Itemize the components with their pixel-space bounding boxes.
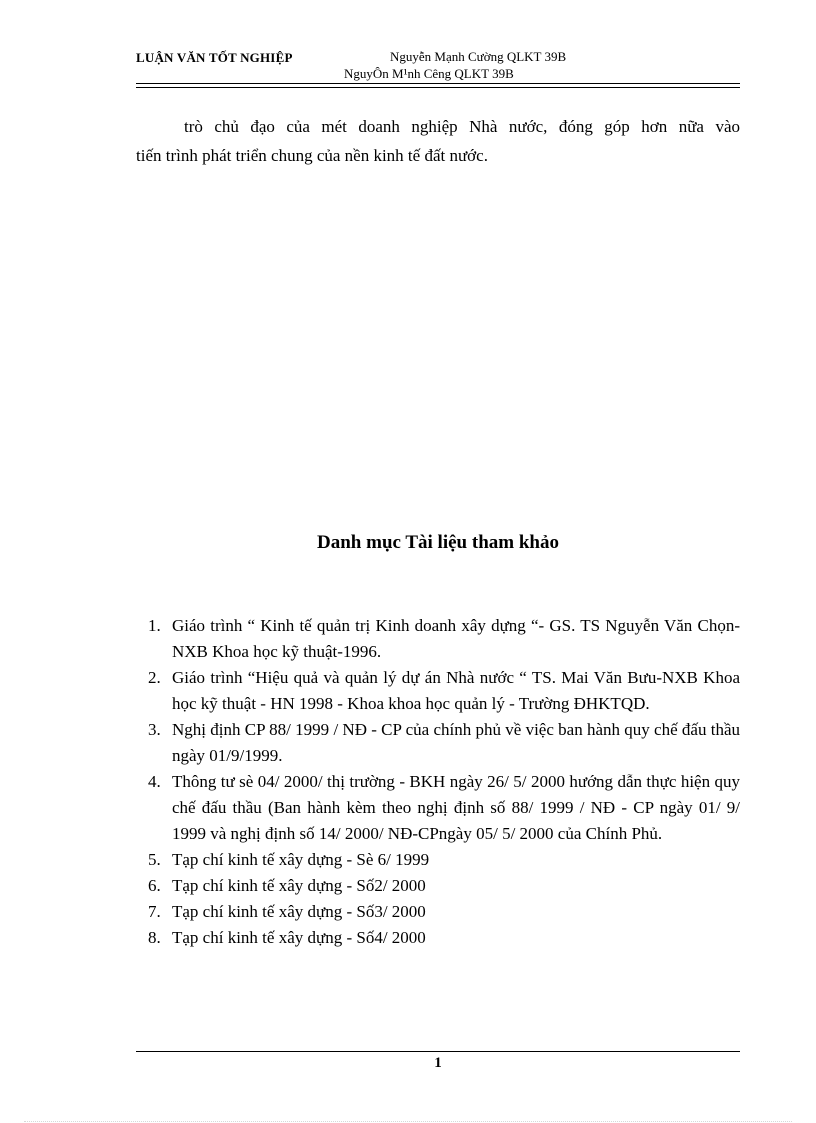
reference-text: Tạp chí kinh tế xây dựng - Số3/ 2000: [172, 902, 426, 921]
reference-item: [148, 613, 740, 665]
header-divider: [136, 83, 740, 88]
reference-item: [148, 873, 740, 899]
reference-number: 5.: [148, 850, 161, 869]
reference-text: Tạp chí kinh tế xây dựng - Sè 6/ 1999: [172, 850, 430, 869]
header-thesis-label: LUẬN VĂN TỐT NGHIỆP: [136, 50, 293, 65]
header-author-line-2: NguyÔn M¹nh Cêng QLKT 39B: [344, 66, 514, 81]
footer-divider: [136, 1051, 740, 1052]
reference-number: 4.: [148, 772, 161, 791]
reference-text: Nghị định CP 88/ 1999 / NĐ - CP của chính phủ về việc ban hành quy chế đấu thầu ngày 01/9/1999.: [172, 720, 740, 765]
page-edge-border: [24, 1121, 792, 1122]
reference-text: Giáo trình “Hiệu quả và quản lý dự án Nhà nước “ TS. Mai Văn Bưu-NXB Khoa học kỹ thuật - HN 1998 - Khoa khoa học quản lý - Trường ĐHKTQD.: [172, 668, 740, 713]
reference-item: [148, 665, 740, 717]
paragraph-line-2: tiến trình phát triển chung của nền kinh tế đất nước.: [136, 146, 488, 165]
continuation-paragraph: [136, 112, 740, 170]
reference-text: Tạp chí kinh tế xây dựng - Số2/ 2000: [172, 876, 426, 895]
reference-number: 8.: [148, 928, 161, 947]
reference-number: 7.: [148, 902, 161, 921]
reference-text: Giáo trình “ Kinh tế quản trị Kinh doanh xây dựng “- GS. TS Nguyễn Văn Chọn- NXB Khoa học kỹ thuật-1996.: [172, 616, 740, 661]
reference-text: Thông tư sè 04/ 2000/ thị trường - BKH ngày 26/ 5/ 2000 hướng dẫn thực hiện quy chế đấu thầu (Ban hành kèm theo nghị định số 88/ 1999 / NĐ - CP ngày 01/ 9/ 1999 và nghị định số 14/ 2000/ NĐ-CPngày 05/ 5/ 2000 của Chính Phủ.: [172, 772, 740, 843]
reference-item: [148, 769, 740, 847]
reference-item: [148, 847, 740, 873]
reference-number: 3.: [148, 720, 161, 739]
reference-number: 1.: [148, 616, 161, 635]
references-list: [148, 613, 740, 951]
reference-item: [148, 717, 740, 769]
reference-text: Tạp chí kinh tế xây dựng - Số4/ 2000: [172, 928, 426, 947]
header-author-line-1: Nguyễn Mạnh Cường QLKT 39B: [390, 49, 567, 64]
page-number: 1: [434, 1055, 442, 1071]
reference-number: 6.: [148, 876, 161, 895]
paragraph-line-1: trò chủ đạo của mét doanh nghiệp Nhà nước, đóng góp hơn nữa vào: [184, 117, 740, 136]
references-title: Danh mục Tài liệu tham khảo: [317, 532, 559, 553]
reference-item: [148, 899, 740, 925]
reference-number: 2.: [148, 668, 161, 687]
reference-item: [148, 925, 740, 951]
